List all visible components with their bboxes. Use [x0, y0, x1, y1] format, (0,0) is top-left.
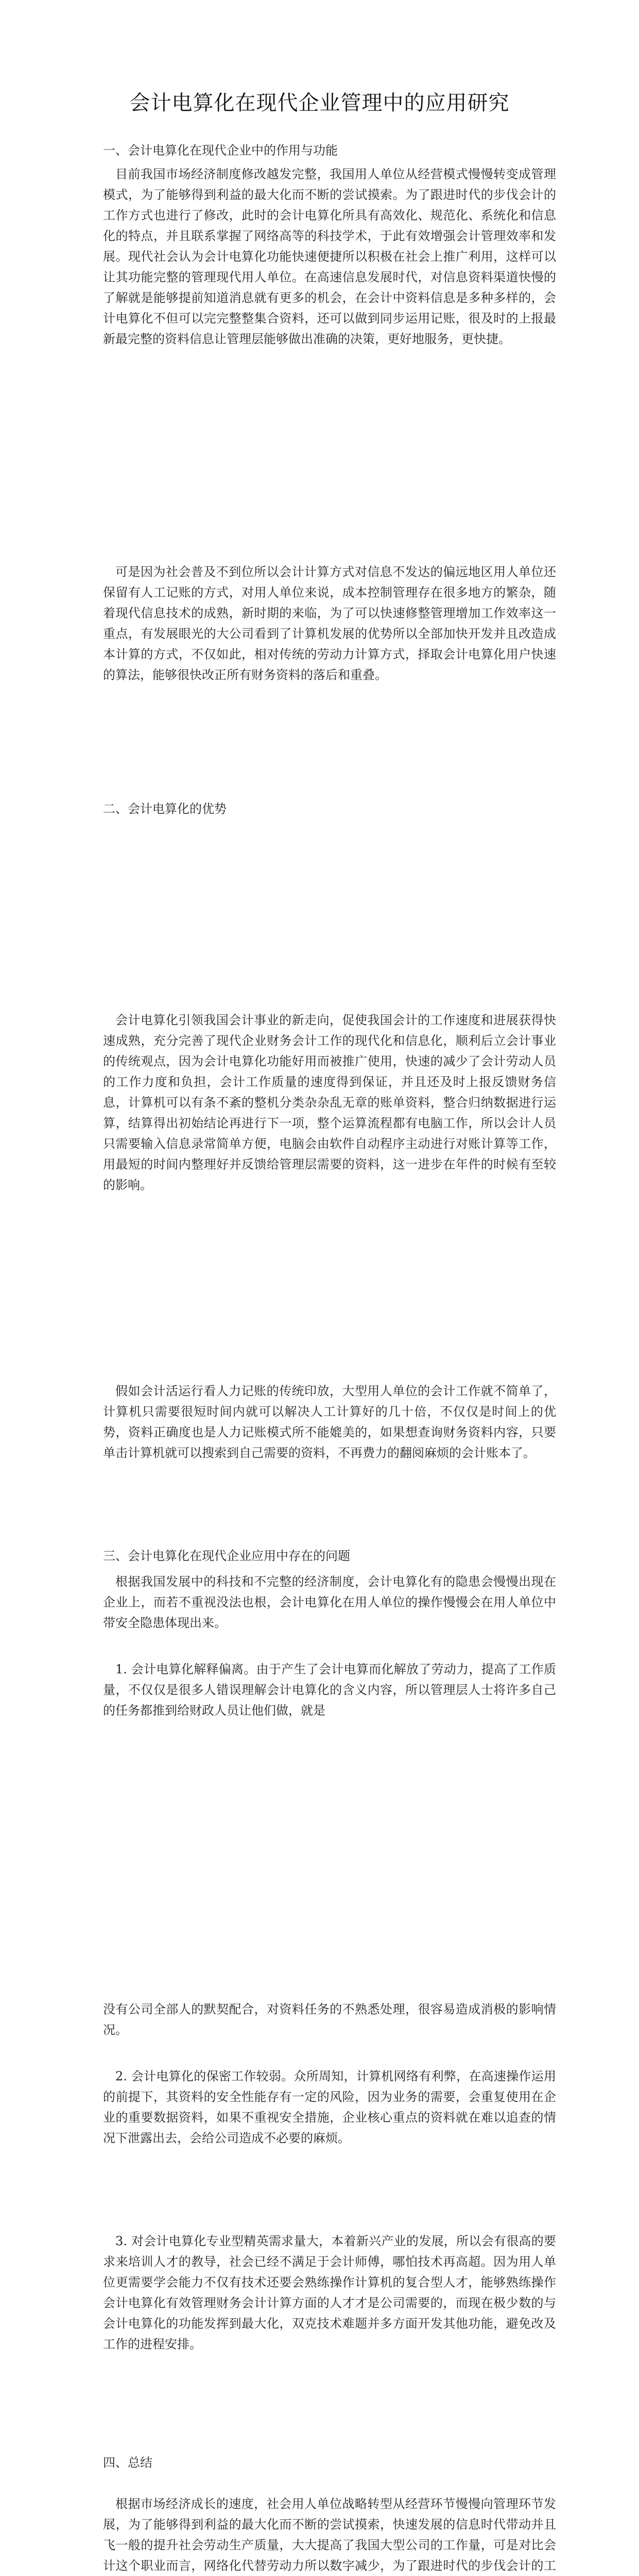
paragraph: 假如会计活运行看人力记账的传统印放，大型用人单位的会计工作就不简单了，计算机只需要很短时间内就可以解决人工计算好的几十倍，不仅仅是时间上的优势，资料正确度也是人力记账模式所不能媲美的，如果想查询财务资料内容，只要单击计算机就可以搜索到自己需要的资料，不再费力的翻阅麻烦的会计账本了。 — [103, 1384, 556, 1460]
paper-title: 会计电算化在现代企业管理中的应用研究 — [129, 91, 510, 115]
section-heading-4: 四、总结 — [103, 2455, 152, 2470]
paragraph: 1. 会计电算化解释偏离。由于产生了会计电算而化解放了劳动力，提高了工作质量，不仅仅是很多人错误理解会计电算化的含义内容，所以管理层人士将许多自己的任务都推到给财政人员让他们做，就是 — [103, 1662, 556, 1718]
paragraph: 没有公司全部人的默契配合，对资料任务的不熟悉处理，很容易造成消极的影响情况。 — [103, 2002, 556, 2037]
paragraph: 目前我国市场经济制度修改越发完整，我国用人单位从经营模式慢慢转变成管理模式，为了能够得到利益的最大化而不断的尝试摸索。为了跟进时代的步伐会计的工作方式也进行了修改，此时的会计电算化所具有高效化、规范化、系统化和信息化的特点，并且联系掌握了网络高等的科技学术，于此有效增强会计管理效率和发展。现代社会认为会计电算化功能快速便捷所以积极在社会上推广利用，这样可以让其功能完整的管理现代用人单位。在高速信息发展时代，对信息资料渠道快慢的了解就是能够提前知道消息就有更多的机会，在会计中资料信息是多种多样的，会计电算化不但可以完完整整集合资料，还可以做到同步运用记账，很及时的上报最新最完整的资料信息让管理层能够做出准确的决策，更好地服务，更快捷。 — [103, 167, 556, 346]
paragraph: 会计电算化引领我国会计事业的新走向，促使我国会计的工作速度和进展获得快速成熟，充分完善了现代企业财务会计工作的现代化和信息化，顺利后立会计事业的传统观点，因为会计电算化功能好用而被推广使用，快速的减少了会计劳动人员的工作力度和负担，会计工作质量的速度得到保证，并且还及时上报反馈财务信息，计算机可以有条不紊的整机分类杂杂乱无章的账单资料，整合归纳数据进行运算，结算得出初始结论再进行下一项，整个运算流程都有电脑工作，所以会计人员只需要输入信息录常简单方便，电脑会由软件自动程序主动进行对账计算等工作，用最短的时间内整理好并反馈给管理层需要的资料，这一进步在年件的时候有至较的影响。 — [103, 1013, 556, 1192]
paragraph: 根据我国发展中的科技和不完整的经济制度，会计电算化有的隐患会慢慢出现在企业上，而若不重视没法也根，会计电算化在用人单位的操作慢慢会在用人单位中带安全隐患体现出来。 — [103, 1574, 556, 1630]
section-heading-1: 一、会计电算化在现代企业中的作用与功能 — [103, 143, 338, 158]
paragraph: 2. 会计电算化的保密工作较弱。众所周知，计算机网络有利弊，在高速操作运用的前提下，其资料的安全性能存有一定的风险，因为业务的需要，会重复使用在企业的重要数据资料，如果不重视安全措施，企业核心重点的资料就在难以追查的情况下泄露出去，会给公司造成不必要的麻烦。 — [103, 2069, 556, 2145]
paragraph: 可是因为社会普及不到位所以会计计算方式对信息不发达的偏远地区用人单位还保留有人工记账的方式，对用人单位来说，成本控制管理存在很多地方的繁杂，随着现代信息技术的成熟，新时期的来临，为了可以快速修整管理增加工作效率这一重点，有发展眼光的大公司看到了计算机发展的优势所以全部加快开发并且改造成本计算的方式，不仅如此，相对传统的劳动力计算方式，择取会计电算化用户快速的算法，能够很快改正所有财务资料的落后和重叠。 — [103, 565, 556, 682]
section-heading-2: 二、会计电算化的优势 — [103, 802, 227, 816]
section-heading-3: 三、会计电算化在现代企业应用中存在的问题 — [103, 1549, 350, 1563]
paragraph: 根据市场经济成长的速度，社会用人单位战略转型从经营环节慢慢向管理环节发展，为了能够得到利益的最大化而不断的尝试摸索，快速发展的信息时代带动并且飞一般的提升社会劳动生产质量，大大提高了我国大型公司的工作量，可是对比会计这个职业而言，网络化代替劳动力所以数字减少，为了跟进时代的步伐会计的工 — [103, 2497, 556, 2573]
paragraph: 3. 对会计电算化专业型精英需求量大，本着新兴产业的发展，所以会有很高的要求来培训人才的教导，社会已经不满足于会计师傅，哪怕技术再高超。因为用人单位更需要学会能力不仅有技术还要会熟练操作计算机的复合型人才，能够熟练操作会计电算化有效管理财务会计计算方面的人才才是公司需要的，而现在极少数的与会计电算化的功能发挥到最大化，双克技术难题并多方面开发其他功能，避免改及工作的进程安排。 — [103, 2234, 556, 2351]
